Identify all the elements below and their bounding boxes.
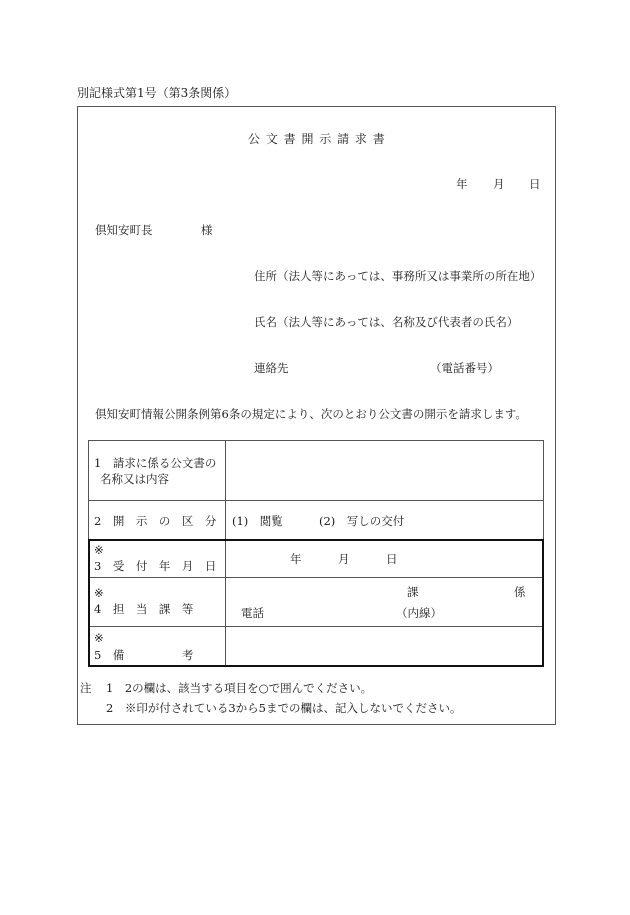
disclosure-option-copy: (2) 写しの交付 bbox=[319, 514, 405, 528]
note-1: 1 2の欄は、該当する項目を○で囲んでください。 bbox=[106, 681, 373, 695]
row3-mark: ※ bbox=[94, 543, 104, 557]
section-ka-label: 課 bbox=[407, 585, 419, 599]
row5-mark: ※ bbox=[94, 631, 104, 645]
note-2: 2 ※印が付されている3から5までの欄は、記入しないでください。 bbox=[106, 701, 462, 715]
addressee-honorific: 様 bbox=[201, 223, 213, 237]
disclosure-option-view: (1) 閲覧 bbox=[232, 514, 283, 528]
row2-label: 2 開 示 の 区 分 bbox=[94, 514, 217, 528]
row-divider bbox=[88, 500, 544, 501]
section-kakari-label: 係 bbox=[514, 585, 526, 599]
request-statement: 倶知安町情報公開条例第6条の規定により、次のとおり公文書の開示を請求します。 bbox=[95, 407, 527, 421]
address-label: 住所（法人等にあっては、事務所又は事業所の所在地） bbox=[254, 269, 542, 283]
row4-mark: ※ bbox=[94, 586, 104, 600]
section-phone-label: 電話 bbox=[241, 606, 264, 620]
row4-label: 4 担 当 課 等 bbox=[94, 602, 194, 616]
form-title: 公 文 書 開 示 請 求 書 bbox=[248, 132, 386, 146]
addressee-name: 倶知安町長 bbox=[95, 223, 153, 237]
date-day-label: 日 bbox=[529, 177, 541, 191]
reception-month-label: 月 bbox=[338, 552, 350, 566]
reception-year-label: 年 bbox=[290, 552, 302, 566]
row3-label: 3 受 付 年 月 日 bbox=[94, 559, 217, 573]
contact-label: 連絡先 bbox=[254, 361, 289, 375]
section-extension-label: （内線） bbox=[396, 606, 442, 620]
date-year-label: 年 bbox=[456, 177, 468, 191]
date-month-label: 月 bbox=[493, 177, 505, 191]
reception-day-label: 日 bbox=[386, 552, 398, 566]
notes-prefix: 注 bbox=[80, 681, 92, 695]
form-number: 別記様式第1号（第3条関係） bbox=[77, 86, 237, 100]
row1-label-line2: 名称又は内容 bbox=[100, 472, 169, 486]
row1-label-line1: 1 請求に係る公文書の bbox=[94, 456, 217, 470]
phone-label: （電話番号） bbox=[430, 361, 499, 375]
name-label: 氏名（法人等にあっては、名称及び代表者の氏名） bbox=[254, 315, 519, 329]
row5-label: 5 備 考 bbox=[94, 648, 194, 662]
